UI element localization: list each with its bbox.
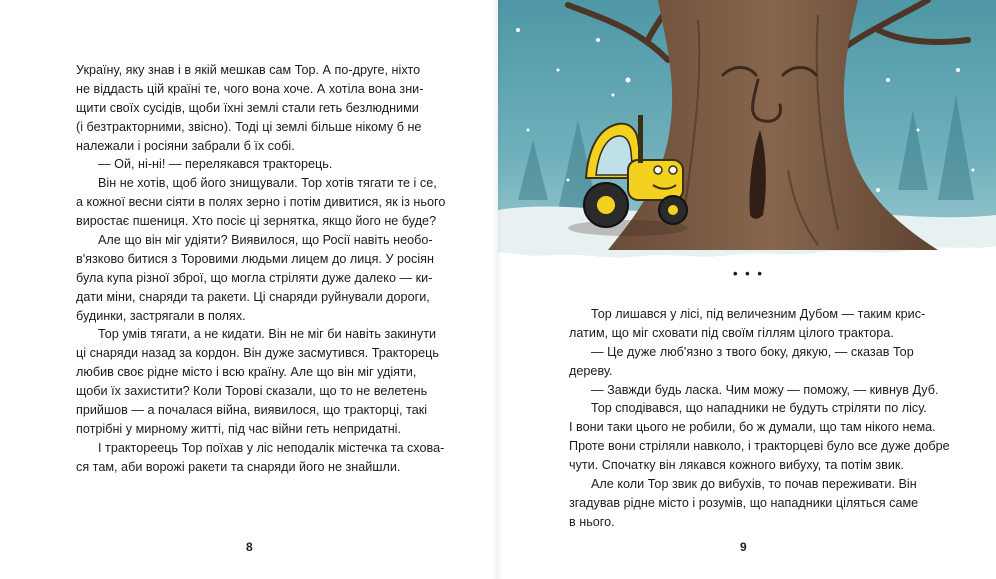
left-page-text (76, 61, 446, 477)
page-number-right: 9 (740, 540, 747, 554)
text-line: латим, що міг сховати під своїм гіллям цілого трактора. (569, 325, 894, 340)
text-line: Проте вони стріляли навколо, і тракторцеві було все дуже добре (569, 439, 950, 454)
text-line: виростає пшениця. Хто посіє ці зернятка, якщо його не буде? (76, 214, 437, 229)
text-line: ся там, аби ворожі ракети та снаряди його не знайшли. (76, 459, 401, 474)
text-line: щити своїх сусідів, щоби їхні землі стали геть безлюдними (76, 100, 419, 115)
text-line: Він не хотів, щоб його знищували. Тор хотів тягати те і се, (98, 176, 437, 191)
text-line: належали і росіяни забрали б їх собі. (76, 138, 295, 153)
right-page-text (569, 305, 950, 532)
text-line: любив своє рідне місто і всю країну. Але що він міг удіяти, (76, 365, 417, 380)
text-line: (і безтракторними, звісно). Тоді ці землі більше нікому б не (76, 119, 422, 134)
text-line: чути. Спочатку він лякався кожного вибуху, та потім звик. (569, 458, 904, 473)
text-line: Україну, яку знав і в якій мешкав сам Тор. А по-друге, ніхто (76, 63, 421, 77)
text-line: Але що він міг удіяти? Виявилося, що Росії навіть необо- (98, 233, 433, 248)
text-line: згадував рідне місто і розумів, що нападники ціляться саме (569, 495, 919, 510)
text-line: — Ой, ні-ні! — перелякався тракторець. (98, 157, 333, 172)
text-line: будинки, застрягали в полях. (76, 308, 246, 323)
book-gutter (492, 0, 502, 579)
text-line: а кожної весни сіяти в полях зерно і потім дивитися, як із нього (76, 195, 446, 210)
text-line: не віддасть цій країні те, чого вона хоче. А хотіла вона зни- (76, 81, 424, 96)
text-line: щоби їх захистити? Коли Торові сказали, що то не велетень (76, 384, 428, 399)
text-line: Тор умів тягати, а не кидати. Він не міг би навіть закинути (98, 327, 437, 342)
text-line: прийшов — а почалася війна, виявилося, що тракторці, такі (76, 403, 428, 418)
text-line: дереву. (569, 363, 613, 378)
text-line: І трактореець Тор поїхав у ліс неподалік містечка та схова- (98, 440, 445, 455)
text-line: — Завжди будь ласка. Чим можу — поможу, — кивнув Дуб. (591, 382, 939, 397)
text-line: І вони таки цього не робили, бо ж думали, що там нікого нема. (569, 420, 936, 435)
text-line: Тор сподівався, що нападники не будуть стріляти по лісу. (591, 401, 927, 416)
text-line: Тор лишався у лісі, під величезним Дубом — таким крис- (591, 307, 926, 321)
text-line: — Це дуже люб'язно з твого боку, дякую, — сказав Тор (591, 344, 914, 359)
text-line: була купа різної зброї, що могла стріляти дуже далеко — ки- (76, 270, 433, 285)
tractor-under-oak-illustration (498, 0, 996, 262)
text-line: ці снаряди назад за кордон. Він дуже засмутився. Тракторець (76, 346, 439, 361)
text-line: Але коли Тор звик до вибухів, то почав переживати. Він (591, 477, 917, 492)
section-break: • • • (733, 266, 764, 281)
text-line: дати міни, снаряди та ракети. Ці снаряди руйнували дороги, (76, 289, 430, 304)
page-number-left: 8 (246, 540, 253, 554)
text-line: в нього. (569, 514, 615, 529)
text-line: потрібні у мирному житті, під час війни геть непридатні. (76, 421, 402, 436)
text-line: в'язково битися з Торовими людьми лицем до лиця. У росіян (76, 251, 434, 266)
